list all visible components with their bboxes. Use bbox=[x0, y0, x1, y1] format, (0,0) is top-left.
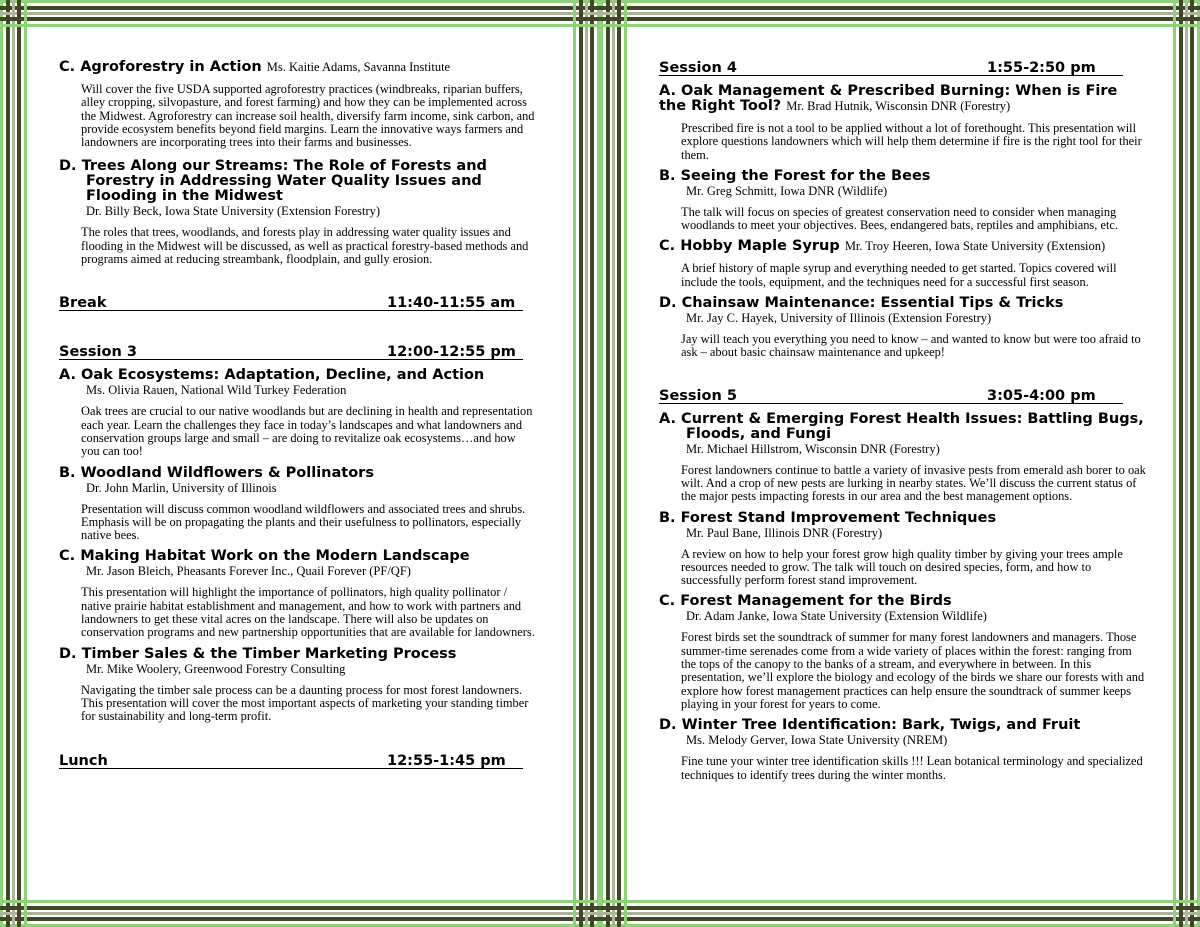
session-5-label: Session 5 bbox=[659, 387, 737, 404]
talk-speaker: Dr. Adam Janke, Iowa State University (Extension Wildlife) bbox=[686, 609, 987, 624]
frame-line bbox=[600, 0, 603, 927]
talk-winter-tree-id bbox=[659, 718, 1149, 782]
talk-description: The roles that trees, woodlands, and forests play in addressing water quality issues and flooding in the Midwest will be discussed, as well as practical forestry-based methods and programs aimed at reducing streambank, floodplain, and gully erosion. bbox=[81, 225, 529, 267]
frame-line bbox=[0, 912, 600, 915]
header-rule bbox=[659, 75, 1123, 76]
frame-line bbox=[600, 6, 1200, 10]
right-column bbox=[659, 60, 1149, 782]
frame-line bbox=[624, 0, 627, 927]
frame-line bbox=[579, 0, 583, 927]
talk-description: The talk will focus on species of greatest conservation need to consider when managing woodlands to meet your objectives. Bees, endangered bats, reptiles and amphibians, etc. bbox=[681, 204, 1118, 233]
talk-description: This presentation will highlight the importance of pollinators, high quality pollinator / native prairie habitat establishment and management, and how to work with partners and landowners to get these vital acres on the landscape. There will also be updates on conservation programs and new partnership opportunities that are available for landowners. bbox=[81, 585, 535, 640]
talk-hobby-maple-syrup bbox=[659, 239, 1149, 289]
talk-description: Forest birds set the soundtrack of summer for many forest landowners and managers. Those summer-time serenades come from a wide variety of places within the forest: ranging from the tops of the canopy to the banks of a stream, and everywhere in between. In this presentation, we’ll explore the biology and ecology of the birds we share our forests with and explore how forest management practices can help ensure the soundtrack of summer keeps playing in your forest for years to come. bbox=[681, 630, 1145, 711]
frame-line bbox=[0, 917, 600, 921]
frame-line bbox=[600, 906, 1200, 910]
talk-oak-management-burning bbox=[659, 84, 1149, 162]
frame-line bbox=[0, 0, 600, 3]
talk-description: Oak trees are crucial to our native woodlands but are declining in health and representation each year. Learn the challenges they face in today’s landscapes and what landowners and conservation groups large and small – are doing to revitalize oak ecosystems…and how you can too! bbox=[81, 404, 533, 459]
frame-line bbox=[12, 0, 15, 927]
talk-chainsaw-maintenance bbox=[659, 296, 1149, 360]
frame-line bbox=[600, 0, 1200, 3]
break-header bbox=[59, 295, 535, 313]
talk-forest-stand-improvement bbox=[659, 511, 1149, 588]
frame-line bbox=[24, 0, 27, 927]
frame-line bbox=[600, 900, 1200, 903]
frame-line bbox=[0, 6, 600, 10]
session-5-header bbox=[659, 388, 1149, 406]
talk-title: B. Woodland Wildflowers & Pollinators bbox=[59, 464, 374, 481]
frame-line bbox=[1173, 0, 1176, 927]
talk-title: D. Trees Along our Streams: The Role of Forests and Forestry in Addressing Water Quality Issues and Flooding in the Midwest bbox=[59, 158, 487, 205]
talk-speaker: Dr. John Marlin, University of Illinois bbox=[86, 480, 277, 495]
talk-oak-ecosystems bbox=[59, 368, 535, 458]
frame-line bbox=[0, 900, 600, 903]
frame-line bbox=[1190, 0, 1194, 927]
talk-description: Jay will teach you everything you need to know – and wanted to know but were too afraid to ask – about basic chainsaw maintenance and upkeep! bbox=[681, 332, 1141, 360]
frame-line bbox=[0, 906, 600, 910]
talk-description: Forest landowners continue to battle a variety of invasive pests from emerald ash borer to oak wilt. And a crop of new pests are lurking in nearby states. We’ll discuss the current status of the major pests impacting forests in our area and the best management options. bbox=[681, 462, 1146, 504]
session-4-time: 1:55-2:50 pm bbox=[987, 60, 1096, 76]
talk-title: B. Seeing the Forest for the Bees bbox=[659, 167, 931, 184]
talk-title: B. Forest Stand Improvement Techniques bbox=[659, 509, 997, 526]
frame-line bbox=[600, 24, 1200, 27]
talk-timber-sales bbox=[59, 647, 535, 724]
talk-speaker: Ms. Olivia Rauen, National Wild Turkey Federation bbox=[86, 383, 347, 398]
talk-agroforestry bbox=[59, 60, 535, 149]
talk-title: C. Forest Management for the Birds bbox=[659, 593, 952, 610]
right-page bbox=[600, 0, 1200, 927]
frame-line bbox=[573, 0, 576, 927]
talk-title: C. Making Habitat Work on the Modern Landscape bbox=[59, 548, 470, 565]
frame-line bbox=[0, 0, 3, 927]
talk-speaker: Dr. Billy Beck, Iowa State University (Extension Forestry) bbox=[86, 204, 381, 219]
talk-speaker: Ms. Melody Gerver, Iowa State University (NREM) bbox=[686, 733, 948, 748]
session-3-label: Session 3 bbox=[59, 344, 137, 361]
talk-forest-for-bees bbox=[659, 169, 1149, 233]
talk-title: C. Hobby Maple Syrup Mr. Troy Heeren, Iowa State University (Extension) bbox=[659, 238, 1106, 255]
talk-description: Prescribed fire is not a tool to be applied without a lot of forethought. This presentation will explore questions landowners which will help them determine if fire is the right tool for their them. bbox=[681, 121, 1142, 162]
lunch-header bbox=[59, 753, 535, 771]
talk-description: Navigating the timber sale process can be a daunting process for most forest landowners. This presentation will cover the most important aspects of marketing your standing timber for sustainability and long-term profit. bbox=[81, 682, 529, 724]
frame-line bbox=[600, 17, 1200, 21]
frame-line bbox=[0, 17, 600, 21]
lunch-time: 12:55-1:45 pm bbox=[387, 752, 506, 769]
frame-line bbox=[6, 0, 10, 927]
session-3-time: 12:00-12:55 pm bbox=[387, 344, 516, 361]
frame-line bbox=[1185, 0, 1188, 927]
talk-speaker: Mr. Troy Heeren, Iowa State University (Extension) bbox=[844, 239, 1106, 254]
header-rule bbox=[59, 768, 523, 769]
talk-forest-management-birds bbox=[659, 594, 1149, 711]
frame-line bbox=[17, 0, 21, 927]
talk-speaker: Mr. Jason Bleich, Pheasants Forever Inc., Quail Forever (PF/QF) bbox=[86, 564, 411, 579]
frame-line bbox=[600, 912, 1200, 915]
frame-line bbox=[0, 12, 600, 15]
frame-line bbox=[590, 0, 594, 927]
talk-title: D. Timber Sales & the Timber Marketing Process bbox=[59, 645, 457, 662]
lunch-label: Lunch bbox=[59, 752, 108, 769]
frame-line bbox=[600, 12, 1200, 15]
session-5-time: 3:05-4:00 pm bbox=[987, 387, 1096, 404]
session-3-header bbox=[59, 344, 535, 362]
talk-speaker: Mr. Mike Woolery, Greenwood Forestry Consulting bbox=[86, 661, 346, 676]
header-rule bbox=[659, 403, 1123, 404]
break-time: 11:40-11:55 am bbox=[387, 295, 516, 312]
frame-line bbox=[606, 0, 610, 927]
talk-title: C. Agroforestry in Action Ms. Kaitie Adams, Savanna Institute bbox=[59, 59, 451, 75]
talk-speaker: Mr. Jay C. Hayek, University of Illinois (Extension Forestry) bbox=[686, 311, 992, 326]
header-rule bbox=[59, 310, 523, 311]
frame-line bbox=[617, 0, 621, 927]
talk-trees-along-streams bbox=[59, 159, 535, 266]
talk-title: A. Oak Ecosystems: Adaptation, Decline, and Action bbox=[59, 367, 485, 384]
talk-title: D. Chainsaw Maintenance: Essential Tips & Tricks bbox=[659, 295, 1064, 312]
talk-title: A. Oak Management & Prescribed Burning: When is Fire the Right Tool? Mr. Brad Hutnik, Wisconsin DNR (Forestry) bbox=[659, 83, 1118, 114]
frame-line bbox=[600, 917, 1200, 921]
talk-making-habitat-work bbox=[59, 549, 535, 639]
frame-line bbox=[612, 0, 615, 927]
left-column bbox=[59, 60, 535, 771]
session-4-header bbox=[659, 60, 1149, 78]
talk-title: A. Current & Emerging Forest Health Issues: Battling Bugs, Floods, and Fungi bbox=[659, 410, 1144, 442]
frame-line bbox=[585, 0, 588, 927]
talk-description: A review on how to help your forest grow high quality timber by giving your trees ample resources needed to grow. The talk will touch on desired species, form, and how to successfully perform forest stand improvement. bbox=[681, 546, 1123, 588]
talk-title: D. Winter Tree Identification: Bark, Twigs, and Fruit bbox=[659, 717, 1081, 734]
talk-speaker: Ms. Kaitie Adams, Savanna Institute bbox=[266, 60, 451, 74]
talk-speaker: Mr. Michael Hillstrom, Wisconsin DNR (Forestry) bbox=[686, 441, 940, 456]
talk-speaker: Mr. Greg Schmitt, Iowa DNR (Wildlife) bbox=[686, 183, 888, 198]
talk-forest-health-issues bbox=[659, 412, 1149, 504]
session-4-label: Session 4 bbox=[659, 60, 737, 76]
break-label: Break bbox=[59, 295, 107, 312]
frame-line bbox=[1179, 0, 1183, 927]
talk-speaker: Mr. Brad Hutnik, Wisconsin DNR (Forestry) bbox=[786, 99, 1011, 113]
talk-woodland-wildflowers bbox=[59, 466, 535, 543]
talk-speaker: Mr. Paul Bane, Illinois DNR (Forestry) bbox=[686, 525, 883, 540]
talk-description: Presentation will discuss common woodland wildflowers and associated trees and shrubs. Emphasis will be on propagating the plants and their usefulness to pollinators, especially native bees. bbox=[81, 501, 526, 543]
talk-description: Fine tune your winter tree identification skills !!! Lean botanical terminology and specialized techniques to identify trees during the winter months. bbox=[681, 754, 1143, 782]
frame-line bbox=[0, 24, 600, 27]
talk-description: Will cover the five USDA supported agroforestry practices (windbreaks, riparian buffers, alley cropping, silvopasture, and forest farming) and how they can be implemented across the Midwest. Agroforestry can increase soil health, diversify farm income, sink carbon, and provide ecosystem benefits beyond field margins. Learn the innovative ways farmers and landowners are incorporating trees into their farms and businesses. bbox=[81, 82, 535, 150]
talk-description: A brief history of maple syrup and everything needed to get started. Topics covered will include the tools, equipment, and the techniques need for a successful first season. bbox=[681, 261, 1117, 289]
header-rule bbox=[59, 359, 523, 360]
